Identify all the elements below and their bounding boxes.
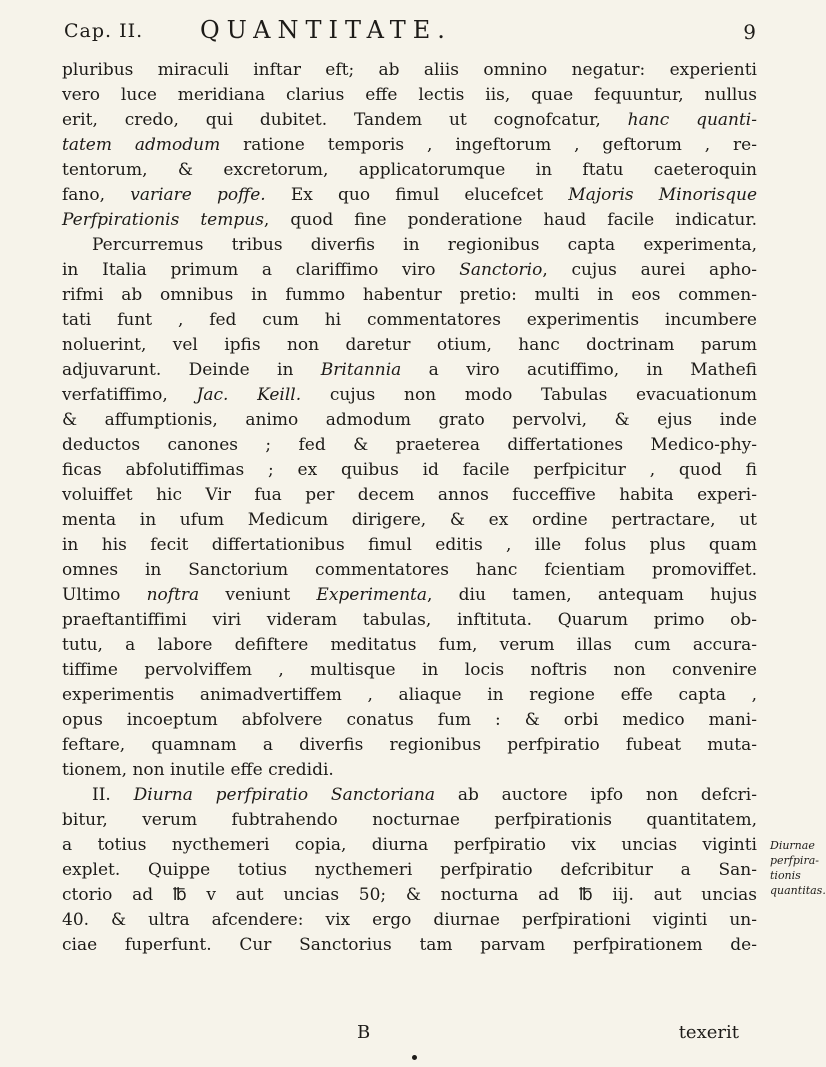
- text-segment: Percurremus tribus diverfis in regionibus capta experimenta,: [92, 235, 757, 255]
- text-line: [62, 333, 757, 358]
- ink-speck: [412, 1055, 417, 1060]
- text-line: [62, 558, 757, 583]
- italic-segment: Perfpirationis tempus: [62, 210, 264, 230]
- running-title: QUANTITATE.: [200, 16, 452, 44]
- text-segment: ctorio ad ℔ v aut uncias 50; & nocturna ad ℔ iij. aut uncias: [62, 885, 757, 905]
- italic-segment: hanc quanti-: [627, 110, 757, 130]
- text-segment: vero luce meridiana clarius effe lectis iis, quae fequuntur, nullus: [62, 85, 757, 105]
- text-segment: experimentis animadvertiffem , aliaque in regione effe capta ,: [62, 685, 757, 705]
- italic-segment: Britannia: [320, 360, 402, 380]
- text-segment: in his fecit differtationibus fimul editis , ille folus plus quam: [62, 535, 757, 555]
- text-segment: , diu tamen, antequam hujus: [427, 585, 757, 605]
- text-segment: rifmi ab omnibus in fummo habentur pretio: multi in eos commen-: [62, 285, 757, 305]
- text-segment: bitur, verum fubtrahendo nocturnae perfpirationis quantitatem,: [62, 810, 757, 830]
- running-header: [64, 14, 756, 50]
- text-line: [62, 583, 757, 608]
- text-segment: adjuvarunt. Deinde in: [62, 360, 321, 380]
- text-line: [62, 658, 757, 683]
- italic-segment: Diurna perfpiratio Sanctoriana: [133, 785, 436, 805]
- text-line: [62, 158, 757, 183]
- margin-note-line: tionis: [770, 869, 801, 882]
- text-line: [62, 133, 757, 158]
- italic-segment: Jac. Keill.: [196, 385, 302, 405]
- text-segment: , cujus aurei apho-: [542, 260, 758, 280]
- text-line: [62, 108, 757, 133]
- text-segment: ratione temporis , ingeftorum , geftorum , re-: [220, 135, 757, 155]
- text-segment: menta in ufum Medicum dirigere, & ex ordine pertractare, ut: [62, 510, 757, 530]
- text-line: [62, 483, 757, 508]
- italic-segment: tatem admodum: [62, 135, 221, 155]
- text-line: [62, 933, 757, 958]
- text-segment: erit, credo, qui dubitet. Tandem ut cognofcatur,: [62, 110, 628, 130]
- text-segment: ciae fuperfunt. Cur Sanctorius tam parvam perfpirationem de-: [62, 935, 757, 955]
- text-segment: tiffime pervolviffem , multisque in locis noftris non convenire: [62, 660, 757, 680]
- text-line: [62, 608, 757, 633]
- text-line: [62, 183, 757, 208]
- text-line: [62, 783, 757, 808]
- text-segment: omnes in Sanctorium commentatores hanc fcientiam promoviffet.: [62, 560, 757, 580]
- text-line: [62, 258, 757, 283]
- text-segment: feftare, quamnam a diverfis regionibus perfpiratio fubeat muta-: [62, 735, 757, 755]
- italic-segment: Sanctorio: [459, 260, 543, 280]
- text-segment: tati funt , fed cum hi commentatores experimentis incumbere: [62, 310, 757, 330]
- text-segment: in Italia primum a clariffimo viro: [62, 260, 460, 280]
- margin-note-line: Diurnae: [770, 839, 815, 852]
- text-segment: tionem, non inutile effe credidi.: [62, 760, 334, 780]
- catchword: texerit: [678, 1022, 739, 1043]
- text-segment: II.: [92, 785, 134, 805]
- text-line: [62, 708, 757, 733]
- text-line: [62, 58, 757, 83]
- text-segment: tentorum, & excretorum, applicatorumque in ftatu caeteroquin: [62, 160, 757, 180]
- text-segment: & affumptionis, animo admodum grato pervolvi, & ejus inde: [62, 410, 757, 430]
- margin-note: [770, 838, 826, 898]
- text-segment: a viro acutiffimo, in Mathefi: [401, 360, 758, 380]
- italic-segment: variare poffe.: [130, 185, 266, 205]
- text-line: [62, 433, 757, 458]
- text-line: [62, 508, 757, 533]
- text-segment: , quod fine ponderatione haud facile indicatur.: [263, 210, 757, 230]
- text-line: [62, 633, 757, 658]
- margin-note-line: quantitas.: [770, 884, 826, 897]
- text-line: [62, 308, 757, 333]
- text-line: [62, 808, 757, 833]
- text-line: [62, 208, 757, 233]
- text-segment: praeftantiffimi viri videram tabulas, inftituta. Quarum primo ob-: [62, 610, 757, 630]
- text-segment: veniunt: [199, 585, 317, 605]
- text-line: [62, 733, 757, 758]
- chapter-label: Cap. II.: [64, 20, 144, 42]
- text-line: [62, 883, 757, 908]
- text-line: [62, 758, 757, 783]
- text-line: [62, 858, 757, 883]
- text-line: [62, 83, 757, 108]
- text-segment: Ultimo: [62, 585, 147, 605]
- text-segment: explet. Quippe totius nycthemeri perfpiratio defcribitur a San-: [62, 860, 757, 880]
- italic-segment: noftra: [146, 585, 200, 605]
- text-segment: opus incoeptum abfolvere conatus fum : & orbi medico mani-: [62, 710, 757, 730]
- italic-segment: Experimenta: [316, 585, 428, 605]
- text-segment: cujus non modo Tabulas evacuationum: [301, 385, 757, 405]
- text-line: [62, 358, 757, 383]
- text-line: [62, 233, 757, 258]
- text-segment: Ex quo fimul elucefcet: [265, 185, 569, 205]
- text-segment: ficas abfolutiffimas ; ex quibus id facile perfpicitur , quod fi: [62, 460, 757, 480]
- text-segment: ab auctore ipfo non defcri-: [435, 785, 757, 805]
- text-segment: 40. & ultra afcendere: vix ergo diurnae perfpirationi viginti un-: [62, 910, 757, 930]
- signature-mark: B: [357, 1022, 371, 1043]
- text-segment: deductos canones ; fed & praeterea differtationes Medico-phy-: [62, 435, 757, 455]
- margin-note-line: perfpira-: [770, 854, 819, 867]
- page-footer: [62, 1022, 757, 1048]
- text-segment: voluiffet hic Vir fua per decem annos fucceffive habita experi-: [62, 485, 757, 505]
- text-segment: fano,: [62, 185, 131, 205]
- text-segment: a totius nycthemeri copia, diurna perfpiratio vix uncias viginti: [62, 835, 757, 855]
- text-line: [62, 458, 757, 483]
- italic-segment: Majoris Minorisque: [568, 185, 758, 205]
- text-line: [62, 533, 757, 558]
- text-segment: tutu, a labore defiftere meditatus fum, verum illas cum accura-: [62, 635, 757, 655]
- text-line: [62, 283, 757, 308]
- text-segment: verfatiffimo,: [62, 385, 197, 405]
- text-line: [62, 383, 757, 408]
- text-line: [62, 908, 757, 933]
- text-line: [62, 408, 757, 433]
- body-text: [62, 58, 757, 958]
- text-segment: pluribus miraculi inftar eft; ab aliis omnino negatur: experienti: [62, 60, 757, 80]
- text-line: [62, 833, 757, 858]
- text-segment: noluerint, vel ipfis non daretur otium, hanc doctrinam parum: [62, 335, 757, 355]
- page-number: 9: [743, 20, 756, 44]
- text-line: [62, 683, 757, 708]
